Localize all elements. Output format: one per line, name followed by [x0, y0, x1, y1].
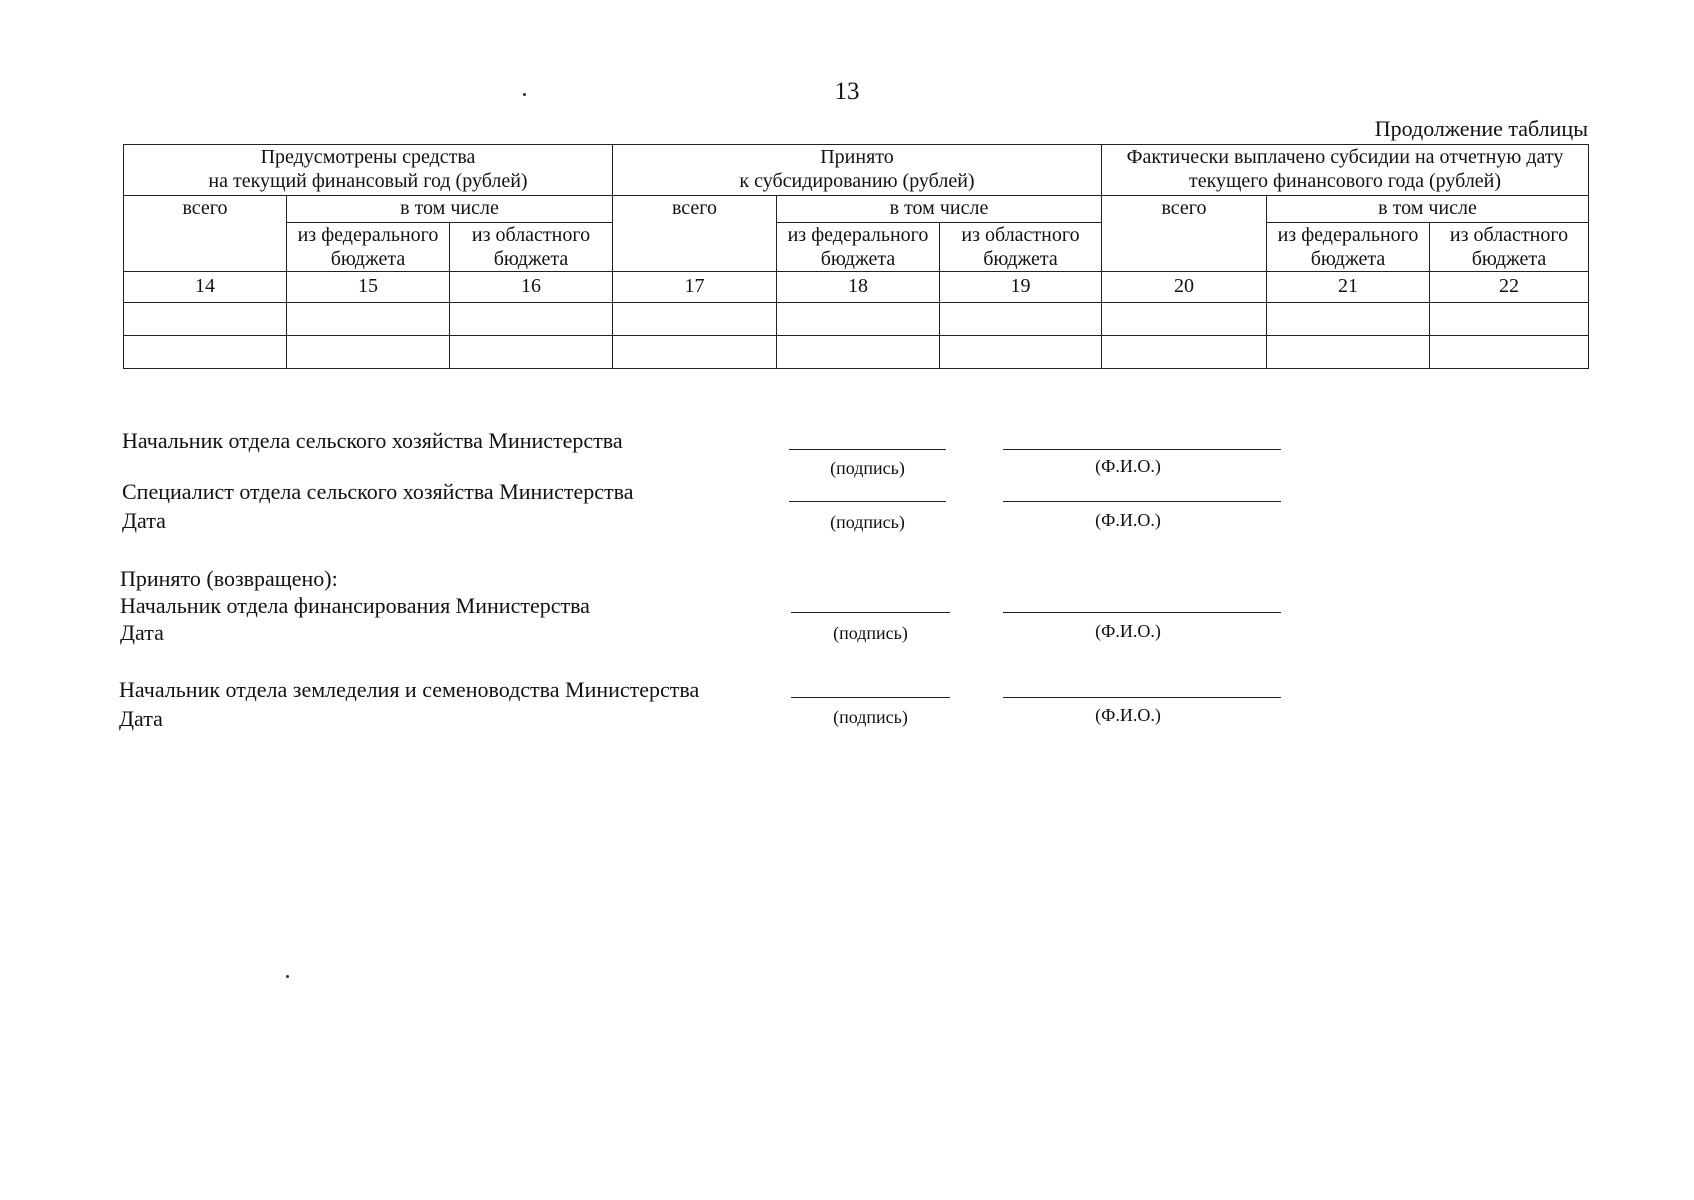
- name-caption: (Ф.И.О.): [1095, 510, 1161, 530]
- header-regional-3: из областного бюджета: [1430, 223, 1589, 272]
- signature-caption: (подпись): [833, 707, 908, 727]
- table-cell[interactable]: [613, 303, 777, 336]
- continuation-label: Продолжение таблицы: [1374, 116, 1588, 141]
- header-regional-2: из областного бюджета: [940, 223, 1102, 272]
- name-caption: (Ф.И.О.): [1095, 705, 1161, 725]
- role-head-farming-seeds: Начальник отдела земледелия и семеноводства Министерства: [119, 677, 700, 702]
- header-total-1: всего: [124, 196, 287, 272]
- column-number: 22: [1430, 272, 1589, 303]
- page-number: 13: [834, 78, 860, 105]
- header-total-2: всего: [613, 196, 777, 272]
- signature-line[interactable]: [791, 697, 950, 698]
- signature-line[interactable]: [791, 612, 950, 613]
- table-cell[interactable]: [124, 336, 287, 369]
- table-cell[interactable]: [450, 336, 613, 369]
- table-cell[interactable]: [1102, 336, 1267, 369]
- scan-speck: [523, 93, 526, 96]
- header-federal-2: из федерального бюджета: [777, 223, 940, 272]
- name-caption: (Ф.И.О.): [1095, 456, 1161, 476]
- signature-caption: (подпись): [833, 623, 908, 643]
- signature-line[interactable]: [789, 449, 946, 450]
- header-federal-3: из федерального бюджета: [1267, 223, 1430, 272]
- date-label: Дата: [120, 620, 164, 645]
- table-cell[interactable]: [1267, 303, 1430, 336]
- scan-speck: [286, 975, 289, 978]
- column-number: 18: [777, 272, 940, 303]
- table-cell[interactable]: [1430, 303, 1589, 336]
- column-number: 16: [450, 272, 613, 303]
- table-header-budgets: [124, 223, 1589, 272]
- name-line[interactable]: [1003, 449, 1281, 450]
- date-label: Дата: [119, 706, 163, 731]
- role-specialist-agriculture: Специалист отдела сельского хозяйства Министерства: [122, 479, 634, 504]
- signature-caption: (подпись): [830, 512, 905, 532]
- table-cell[interactable]: [287, 303, 450, 336]
- table-cell[interactable]: [1267, 336, 1430, 369]
- table-cell[interactable]: [1430, 336, 1589, 369]
- header-federal-1: из федерального бюджета: [287, 223, 450, 272]
- header-including-3: в том числе: [1267, 196, 1589, 223]
- signature-caption: (подпись): [830, 458, 905, 478]
- signature-line[interactable]: [789, 501, 946, 502]
- table-row: [124, 303, 1589, 336]
- table-header-groups: [124, 145, 1589, 196]
- group-header-planned: Предусмотрены средства на текущий финансовый год (рублей): [124, 145, 613, 196]
- role-head-agriculture: Начальник отдела сельского хозяйства Министерства: [122, 428, 623, 453]
- name-line[interactable]: [1003, 501, 1281, 502]
- table-cell[interactable]: [777, 303, 940, 336]
- table-cell[interactable]: [450, 303, 613, 336]
- header-regional-1: из областного бюджета: [450, 223, 613, 272]
- table-cell[interactable]: [613, 336, 777, 369]
- table-cell[interactable]: [777, 336, 940, 369]
- table-cell[interactable]: [940, 336, 1102, 369]
- column-number: 14: [124, 272, 287, 303]
- column-number: 21: [1267, 272, 1430, 303]
- group-header-accepted: Принято к субсидированию (рублей): [613, 145, 1102, 196]
- role-head-financing: Начальник отдела финансирования Министерства: [120, 593, 590, 618]
- date-label: Дата: [122, 508, 166, 533]
- column-number: 19: [940, 272, 1102, 303]
- column-number: 20: [1102, 272, 1267, 303]
- table-cell[interactable]: [940, 303, 1102, 336]
- name-line[interactable]: [1003, 612, 1281, 613]
- column-number: 15: [287, 272, 450, 303]
- table-cell[interactable]: [1102, 303, 1267, 336]
- group-header-paid: Фактически выплачено субсидии на отчетную дату текущего финансового года (рублей): [1102, 145, 1589, 196]
- column-numbers-row: [124, 272, 1589, 303]
- column-number: 17: [613, 272, 777, 303]
- name-caption: (Ф.И.О.): [1095, 621, 1161, 641]
- table-cell[interactable]: [124, 303, 287, 336]
- table-header-subgroups: [124, 196, 1589, 223]
- name-line[interactable]: [1003, 697, 1281, 698]
- header-including-1: в том числе: [287, 196, 613, 223]
- table-row: [124, 336, 1589, 369]
- table-cell[interactable]: [287, 336, 450, 369]
- header-total-3: всего: [1102, 196, 1267, 272]
- header-including-2: в том числе: [777, 196, 1102, 223]
- accepted-returned-label: Принято (возвращено):: [120, 566, 338, 591]
- subsidy-table: [123, 144, 1589, 369]
